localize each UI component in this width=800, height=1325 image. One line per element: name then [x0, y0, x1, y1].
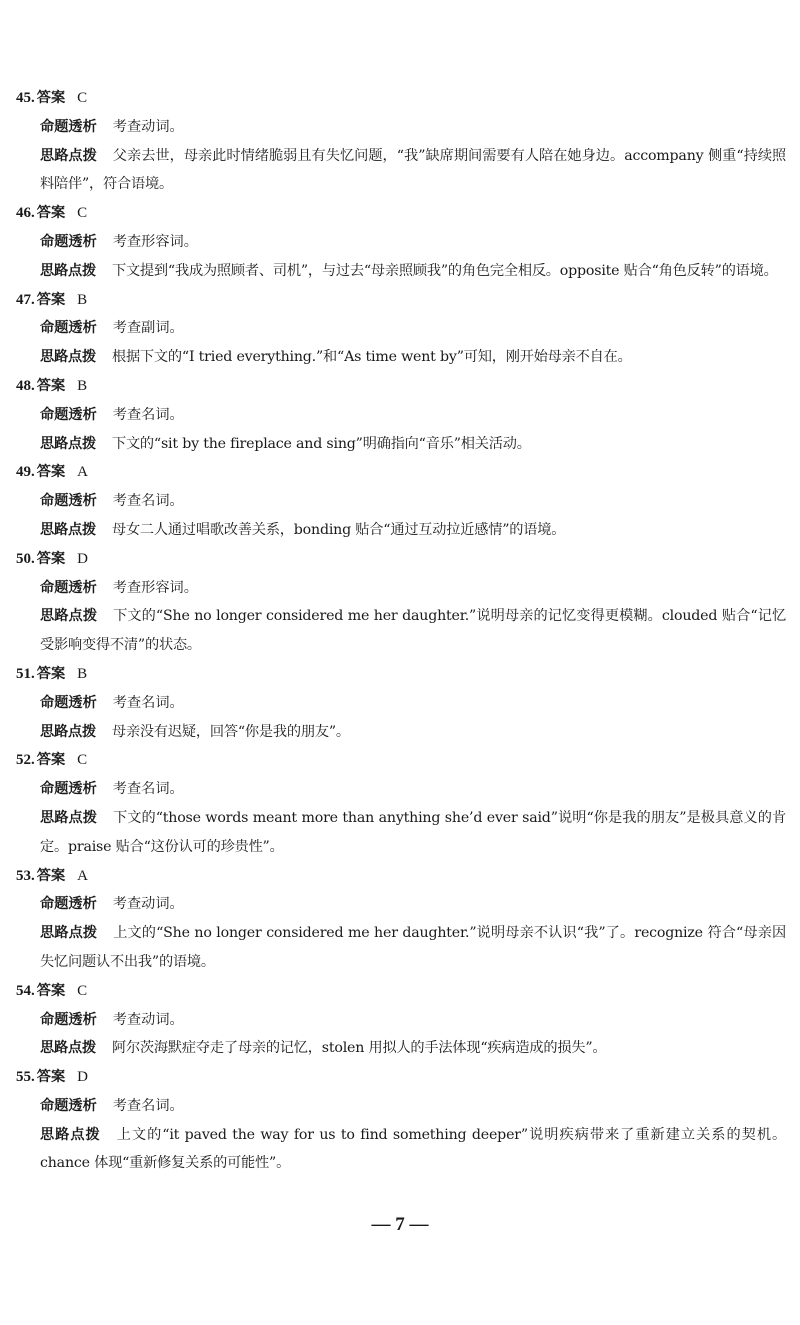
analysis-line [16, 1006, 786, 1035]
analysis-line [16, 775, 786, 804]
answer-line [16, 660, 786, 689]
analysis-line [16, 314, 786, 343]
question-number: 54. [16, 982, 35, 999]
answer-letter: D [77, 1069, 88, 1086]
hint-text: 下文的“sit by the fireplace and sing”明确指向“音乐”相关活动。 [111, 435, 531, 452]
hint-label: 思路点拨 [40, 608, 98, 625]
answer-letter: C [77, 90, 88, 106]
answer-entry [16, 458, 786, 544]
answer-label: 答案 [36, 90, 66, 106]
answer-letter: C [77, 982, 88, 999]
hint-label: 思路点拨 [40, 349, 96, 366]
answer-label: 答案 [36, 291, 66, 308]
answer-letter: D [77, 550, 88, 567]
answer-entry [16, 1063, 786, 1178]
answer-letter: A [77, 464, 88, 481]
answer-label: 答案 [36, 550, 66, 567]
answer-label: 答案 [36, 1069, 66, 1086]
answer-letter: C [77, 205, 88, 222]
hint-paragraph [16, 142, 786, 200]
analysis-line [16, 401, 786, 430]
analysis-text: 考查名词。 [112, 493, 184, 510]
answer-label: 答案 [36, 464, 66, 481]
question-number: 45. [16, 90, 35, 106]
analysis-label: 命题透析 [40, 781, 97, 798]
analysis-line [16, 1092, 786, 1121]
hint-paragraph [16, 804, 786, 862]
question-number: 51. [16, 665, 35, 682]
answer-label: 答案 [36, 665, 66, 682]
hint-text: 根据下文的“I tried everything.”和“As time went by”可知，刚开始母亲不自在。 [111, 349, 632, 366]
hint-text: 下文的“those words meant more than anything she’d ever said”说明“你是我的朋友”是极具意义的肯定。praise 贴合“这份认可的珍贵性”。 [40, 809, 787, 855]
hint-label: 思路点拨 [40, 147, 97, 164]
hint-paragraph [16, 257, 786, 286]
hint-text: 上文的“She no longer considered me her daughter.”说明母亲不认识“我”了。recognize 符合“母亲因失忆问题认不出我”的语境。 [40, 925, 786, 970]
hint-label: 思路点拨 [40, 435, 96, 452]
analysis-text: 考查名词。 [112, 781, 184, 798]
question-number: 55. [16, 1069, 35, 1086]
page-number: — 7 — [371, 1214, 429, 1235]
answer-label: 答案 [36, 867, 66, 884]
analysis-text: 考查副词。 [112, 320, 184, 337]
hint-paragraph [16, 602, 786, 660]
answer-entry [16, 746, 786, 861]
answer-entry [16, 660, 786, 746]
analysis-line [16, 113, 786, 142]
analysis-line [16, 487, 786, 516]
question-number: 53. [16, 867, 35, 884]
analysis-label: 命题透析 [40, 1097, 97, 1114]
question-number: 46. [16, 205, 35, 222]
answer-entry [16, 286, 786, 372]
question-number: 52. [16, 752, 35, 769]
hint-text: 阿尔茨海默症夺走了母亲的记忆，stolen 用拟人的手法体现“疾病造成的损失”。 [111, 1040, 607, 1057]
answer-entry [16, 862, 786, 977]
hint-label: 思路点拨 [40, 1040, 96, 1057]
analysis-line [16, 890, 786, 919]
answer-entry [16, 199, 786, 285]
answer-letter: B [77, 377, 88, 394]
answer-line [16, 977, 786, 1006]
answer-entry [16, 84, 786, 199]
analysis-text: 考查形容词。 [112, 579, 198, 596]
analysis-label: 命题透析 [40, 579, 97, 596]
answer-list [16, 84, 786, 1178]
analysis-text: 考查名词。 [112, 694, 184, 711]
hint-label: 思路点拨 [40, 809, 97, 826]
analysis-label: 命题透析 [40, 896, 97, 913]
analysis-line [16, 574, 786, 603]
hint-label: 思路点拨 [40, 1126, 101, 1143]
hint-paragraph [16, 343, 786, 372]
answer-line [16, 286, 786, 315]
analysis-line [16, 228, 786, 257]
answer-entry [16, 545, 786, 660]
question-number: 50. [16, 550, 35, 567]
answer-line [16, 862, 786, 891]
answer-line [16, 372, 786, 401]
hint-paragraph [16, 919, 786, 977]
hint-paragraph [16, 1034, 786, 1063]
answer-line [16, 199, 786, 228]
answer-line [16, 545, 786, 574]
hint-paragraph [16, 1121, 786, 1179]
hint-paragraph [16, 718, 786, 747]
analysis-label: 命题透析 [40, 694, 97, 711]
answer-label: 答案 [36, 377, 66, 394]
hint-label: 思路点拨 [40, 521, 96, 538]
hint-paragraph [16, 516, 786, 545]
answer-line [16, 84, 786, 113]
answer-entry [16, 977, 786, 1063]
analysis-label: 命题透析 [40, 406, 97, 423]
answer-line [16, 746, 786, 775]
hint-text: 下文提到“我成为照顾者、司机”，与过去“母亲照顾我”的角色完全相反。opposite 贴合“角色反转”的语境。 [111, 262, 778, 279]
analysis-line [16, 689, 786, 718]
analysis-label: 命题透析 [40, 493, 97, 510]
answer-line [16, 1063, 786, 1092]
analysis-label: 命题透析 [40, 233, 97, 250]
answer-letter: A [77, 867, 88, 884]
hint-text: 母亲没有迟疑，回答“你是我的朋友”。 [111, 723, 350, 740]
analysis-label: 命题透析 [40, 1011, 97, 1028]
analysis-label: 命题透析 [40, 320, 97, 337]
answer-line [16, 458, 786, 487]
answer-entry [16, 372, 786, 458]
analysis-label: 命题透析 [40, 118, 97, 135]
analysis-text: 考查动词。 [112, 118, 184, 135]
hint-paragraph [16, 430, 786, 459]
analysis-text: 考查动词。 [112, 1011, 184, 1028]
hint-label: 思路点拨 [40, 925, 98, 942]
hint-text: 上文的“it paved the way for us to find something deeper”说明疾病带来了重新建立关系的契机。chance 体现“重新修复关系的可能性”。 [40, 1126, 786, 1172]
answer-letter: B [77, 665, 88, 682]
hint-label: 思路点拨 [40, 262, 96, 279]
hint-label: 思路点拨 [40, 723, 96, 740]
answer-label: 答案 [36, 982, 66, 999]
analysis-text: 考查名词。 [112, 1097, 184, 1114]
analysis-text: 考查名词。 [112, 406, 184, 423]
analysis-text: 考查动词。 [112, 896, 184, 913]
analysis-text: 考查形容词。 [112, 233, 198, 250]
question-number: 48. [16, 377, 35, 394]
question-number: 49. [16, 464, 35, 481]
question-number: 47. [16, 291, 35, 308]
answer-label: 答案 [36, 205, 66, 222]
hint-text: 父亲去世，母亲此时情绪脆弱且有失忆问题，“我”缺席期间需要有人陪在她身边。accompany 侧重“持续照料陪伴”，符合语境。 [40, 147, 786, 193]
answer-letter: C [77, 752, 88, 769]
hint-text: 下文的“She no longer considered me her daughter.”说明母亲的记忆变得更模糊。clouded 贴合“记忆受影响变得不清”的状态。 [40, 608, 787, 654]
answer-letter: B [77, 291, 88, 308]
answer-label: 答案 [36, 752, 66, 769]
hint-text: 母女二人通过唱歌改善关系，bonding 贴合“通过互动拉近感情”的语境。 [111, 521, 566, 538]
